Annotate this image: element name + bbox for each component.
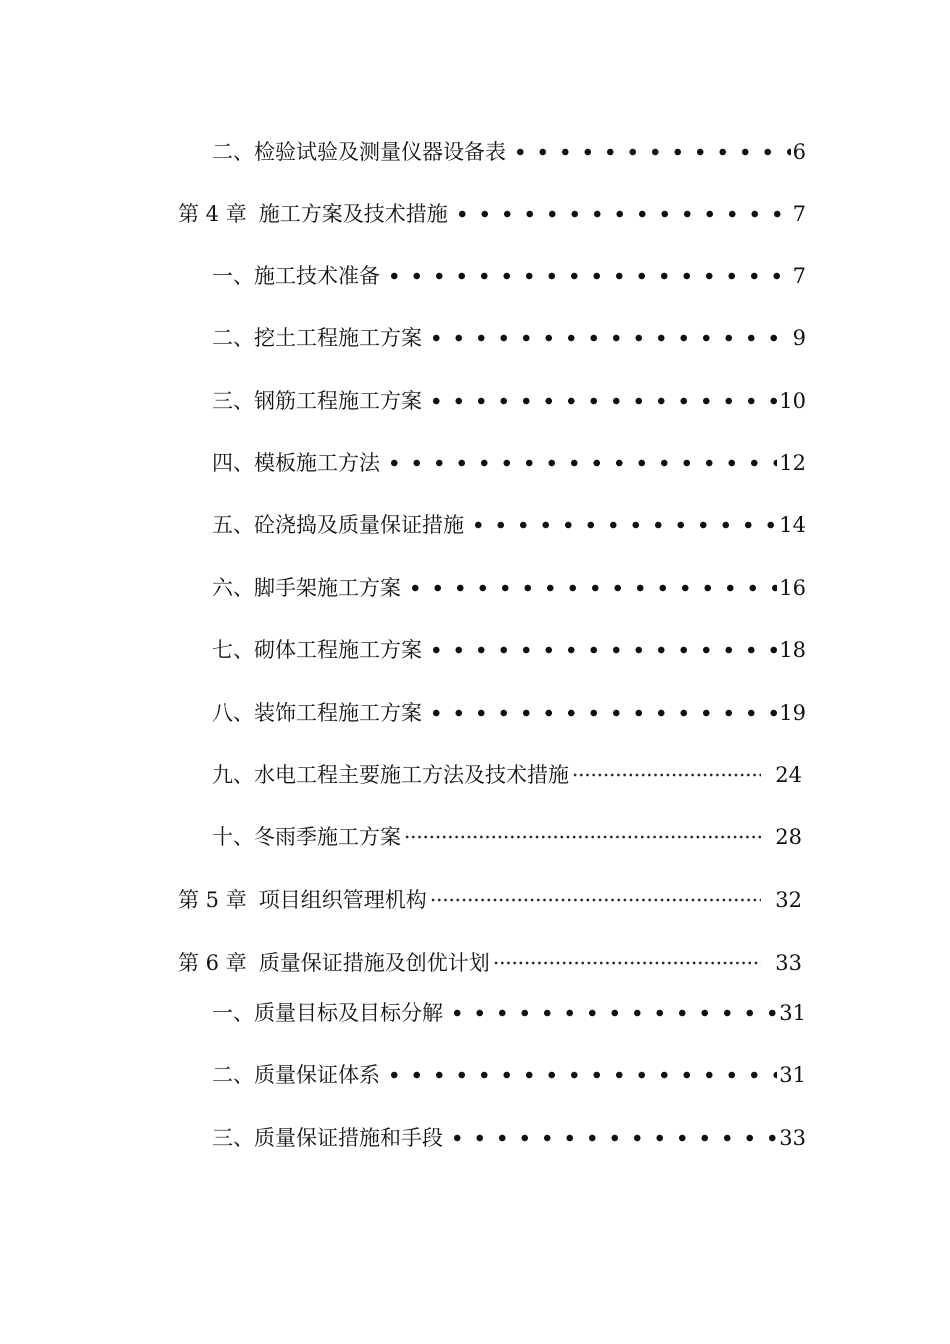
toc-entry-rebar-plan[interactable] <box>212 384 806 418</box>
toc-chapter-5[interactable] <box>178 883 802 917</box>
toc-entry-masonry-plan[interactable] <box>212 633 806 667</box>
toc-page-number: 28 <box>775 825 802 849</box>
dot-leader <box>572 758 761 792</box>
toc-entry-label: 七、砌体工程施工方案 <box>212 638 422 662</box>
toc-page-number: 18 <box>779 638 806 662</box>
toc-page-number: 31 <box>779 1063 806 1087</box>
toc-page-number: 24 <box>775 763 802 787</box>
toc-chapter-6[interactable] <box>178 946 802 980</box>
toc-entry-label: 一、质量目标及目标分解 <box>212 1001 443 1025</box>
toc-entry-label: 二、挖土工程施工方案 <box>212 326 422 350</box>
toc-entry-excavation-plan[interactable] <box>212 321 806 355</box>
toc-page-number: 6 <box>792 140 806 164</box>
dot-leader <box>425 321 791 355</box>
toc-entry-winter-rain-plan[interactable] <box>212 820 802 854</box>
dot-leader <box>383 259 791 293</box>
dot-leader <box>451 197 791 231</box>
toc-entry-label: 四、模板施工方法 <box>212 451 380 475</box>
dot-leader <box>430 883 762 917</box>
toc-page-number: 10 <box>779 389 806 413</box>
toc-page-number: 31 <box>779 1001 806 1025</box>
toc-entry-quality-system[interactable] <box>212 1058 806 1092</box>
chapter-number: 第 6 章 <box>178 951 247 975</box>
toc-entry-label: 九、水电工程主要施工方法及技术措施 <box>212 763 569 787</box>
toc-entry-label: 质量保证措施及创优计划 <box>258 951 490 975</box>
toc-entry-technical-preparation[interactable] <box>212 259 806 293</box>
toc-page-number: 33 <box>775 951 802 975</box>
dot-leader <box>446 1121 777 1155</box>
toc-page-number: 16 <box>779 576 806 600</box>
toc-page-number: 32 <box>775 888 802 912</box>
toc-page-number: 9 <box>792 326 806 350</box>
toc-page-number: 7 <box>792 202 806 226</box>
toc-entry-label: 六、脚手架施工方案 <box>212 576 401 600</box>
dot-leader <box>404 820 761 854</box>
dot-leader <box>467 508 777 542</box>
toc-entry-quality-targets[interactable] <box>212 996 806 1030</box>
toc-entry-label: 二、质量保证体系 <box>212 1063 380 1087</box>
toc-page-number: 14 <box>779 513 806 537</box>
toc-entry-decoration-plan[interactable] <box>212 696 806 730</box>
toc-entry-label: 三、质量保证措施和手段 <box>212 1126 443 1150</box>
toc-chapter-4[interactable] <box>178 197 806 231</box>
toc-entry-label: 八、装饰工程施工方案 <box>212 701 422 725</box>
toc-page-number: 33 <box>779 1126 806 1150</box>
toc-page-number: 7 <box>792 264 806 288</box>
toc-entry-quality-measures[interactable] <box>212 1121 806 1155</box>
toc-entry-label: 二、检验试验及测量仪器设备表 <box>212 140 506 164</box>
dot-leader <box>425 696 777 730</box>
chapter-number: 第 4 章 <box>178 202 247 226</box>
toc-page-number: 19 <box>779 701 806 725</box>
toc-entry-label: 一、施工技术准备 <box>212 264 380 288</box>
toc-entry-label: 三、钢筋工程施工方案 <box>212 389 422 413</box>
toc-entry-label: 十、冬雨季施工方案 <box>212 825 401 849</box>
dot-leader <box>383 1058 777 1092</box>
dot-leader <box>425 633 777 667</box>
chapter-number: 第 5 章 <box>178 888 247 912</box>
dot-leader <box>446 996 777 1030</box>
dot-leader <box>509 135 791 169</box>
toc-page-number: 12 <box>779 451 806 475</box>
toc-entry-label: 项目组织管理机构 <box>258 888 427 912</box>
dot-leader <box>425 384 777 418</box>
toc-entry-plumbing-electrical[interactable] <box>212 758 802 792</box>
toc-entry-label: 施工方案及技术措施 <box>258 202 448 226</box>
dot-leader <box>493 946 762 980</box>
toc-entry-formwork-method[interactable] <box>212 446 806 480</box>
toc-entry-concrete-pouring[interactable] <box>212 508 806 542</box>
toc-entry-label: 五、砼浇捣及质量保证措施 <box>212 513 464 537</box>
dot-leader <box>383 446 777 480</box>
toc-entry-scaffolding-plan[interactable] <box>212 571 806 605</box>
dot-leader <box>404 571 777 605</box>
toc-entry-inspection-equipment-table[interactable] <box>212 135 806 169</box>
